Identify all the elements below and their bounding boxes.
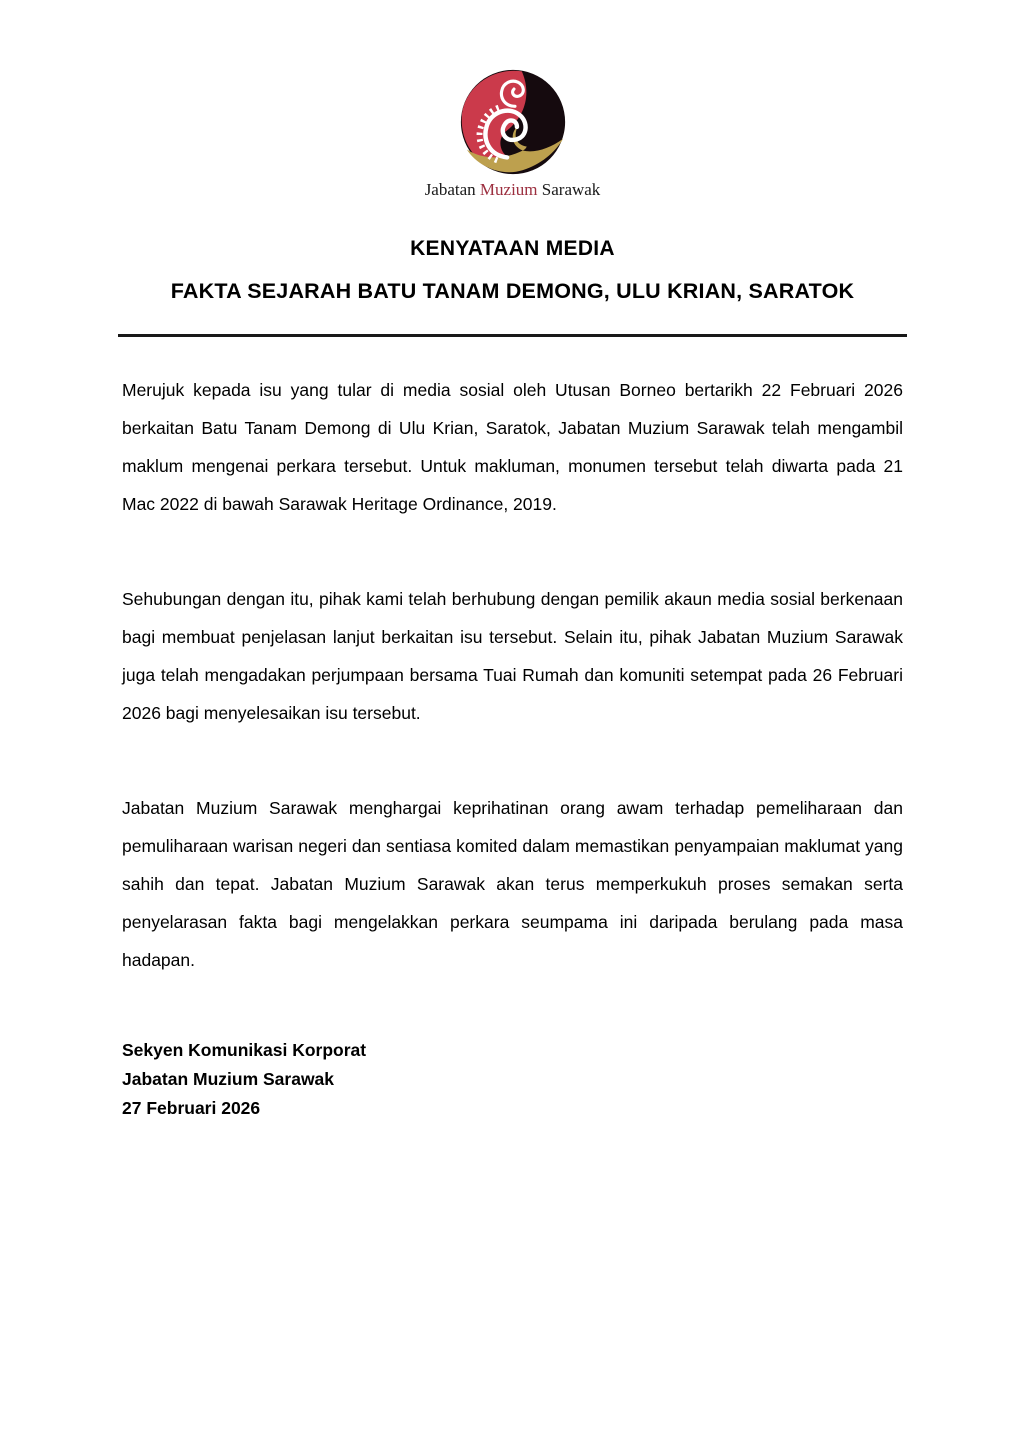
- body-text: [122, 371, 903, 979]
- logo-caption-sarawak: Sarawak: [537, 180, 601, 199]
- signature-section: Sekyen Komunikasi Korporat: [122, 1040, 367, 1060]
- document-title: KENYATAAN MEDIA: [410, 237, 615, 260]
- paragraph-2: Sehubungan dengan itu, pihak kami telah berhubung dengan pemilik akaun media sosial berkenaan bagi membuat penjelasan lanjut berkaitan isu tersebut. Selain itu, pihak Jabatan Muzium Sarawak juga telah mengadakan perjumpaan bersama Tuai Rumah dan komuniti setempat pada 26 Februari 2026 bagi menyelesaikan isu tersebut.: [122, 589, 903, 723]
- jabatan-muzium-sarawak-logo-icon: [454, 66, 572, 178]
- logo-caption-jabatan: Jabatan: [424, 180, 480, 199]
- paragraph-3: Jabatan Muzium Sarawak menghargai keprihatinan orang awam terhadap pemeliharaan dan pemuliharaan warisan negeri dan sentiasa komited dalam memastikan penyampaian maklumat yang sahih dan tepat. Jabatan Muzium Sarawak akan terus memperkukuh proses semakan serta penyelarasan fakta bagi mengelakkan perkara seumpama ini daripada berulang pada masa hadapan.: [122, 798, 903, 970]
- logo-caption: [122, 180, 903, 200]
- paragraph-1: Merujuk kepada isu yang tular di media sosial oleh Utusan Borneo bertarikh 22 Februari 2026 berkaitan Batu Tanam Demong di Ulu Krian, Saratok, Jabatan Muzium Sarawak telah mengambil maklum mengenai perkara tersebut. Untuk makluman, monumen tersebut telah diwarta pada 21 Mac 2022 di bawah Sarawak Heritage Ordinance, 2019.: [122, 380, 903, 514]
- signature-date: 27 Februari 2026: [122, 1098, 261, 1118]
- logo-caption-muzium: Muzium: [479, 180, 538, 199]
- signature-department: Jabatan Muzium Sarawak: [122, 1069, 335, 1089]
- signature-block: [122, 1036, 903, 1123]
- logo-block: [122, 66, 903, 200]
- divider-rule: [118, 334, 907, 337]
- document-subtitle: FAKTA SEJARAH BATU TANAM DEMONG, ULU KRIAN, SARATOK: [170, 279, 855, 303]
